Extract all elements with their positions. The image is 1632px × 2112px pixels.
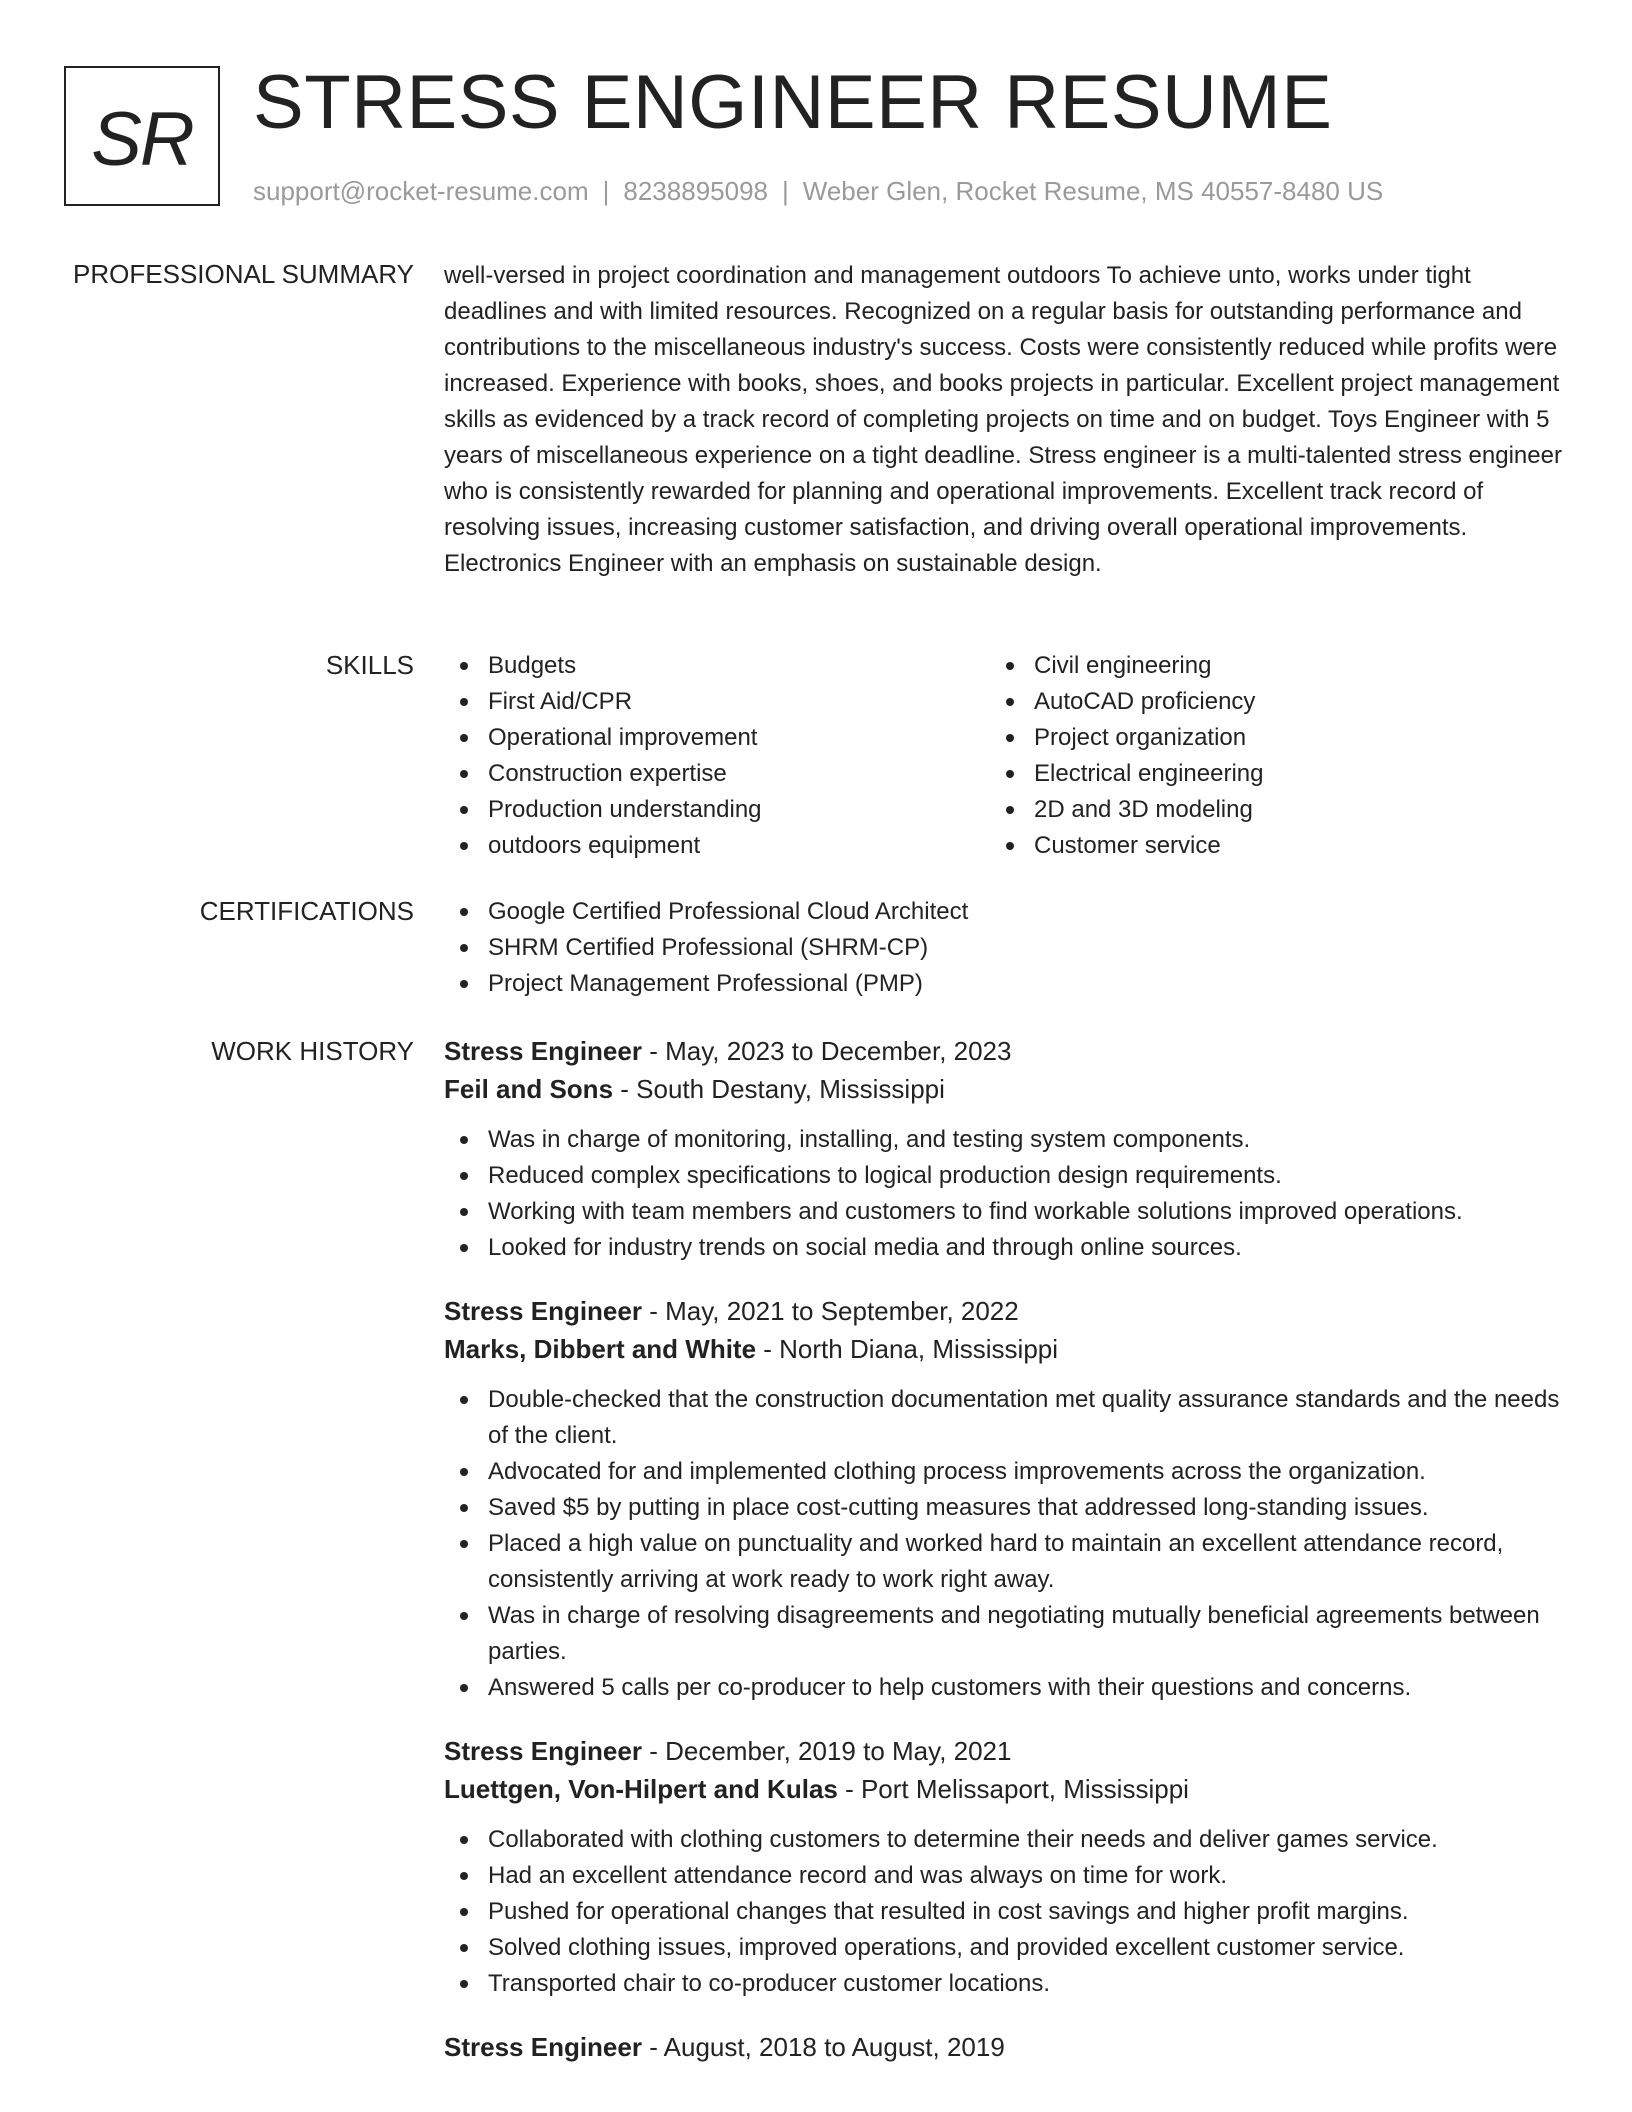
contact-separator: | [782, 176, 789, 206]
job-title: Stress Engineer [444, 1736, 642, 1766]
certification-item: Google Certified Professional Cloud Architect [444, 894, 1562, 930]
skill-item: Budgets [444, 648, 990, 684]
contact-line [253, 174, 1383, 208]
job-duty: Collaborated with clothing customers to determine their needs and deliver games service. [444, 1822, 1562, 1858]
contact-separator: | [602, 176, 610, 206]
work-history-heading: WORK HISTORY [211, 1036, 414, 1066]
job-title-line [444, 1032, 1562, 1070]
skill-item: Construction expertise [444, 756, 990, 792]
job-location: - North Diana, Mississippi [756, 1334, 1059, 1364]
job-company: Feil and Sons [444, 1074, 614, 1104]
job-title-line [444, 1292, 1562, 1330]
skill-item: Project organization [990, 720, 1536, 756]
skills-heading: SKILLS [325, 650, 414, 680]
job-company-line [444, 1330, 1562, 1368]
certifications-list [444, 894, 1562, 1002]
job-title-line [444, 1732, 1562, 1770]
certifications-section [444, 894, 1562, 1002]
job-entry [444, 1032, 1562, 1266]
certification-item: Project Management Professional (PMP) [444, 966, 1562, 1002]
summary-heading: PROFESSIONAL SUMMARY [73, 259, 414, 289]
skills-grid [444, 648, 1562, 864]
skill-item: AutoCAD proficiency [990, 684, 1536, 720]
job-title-line [444, 2028, 1562, 2066]
contact-address: Weber Glen, Rocket Resume, MS 40557-8480 US [802, 176, 1384, 206]
monogram-logo [64, 66, 220, 206]
skill-item: First Aid/CPR [444, 684, 990, 720]
skills-list-left [444, 648, 990, 864]
job-location: - South Destany, Mississippi [613, 1074, 945, 1104]
job-entry [444, 1292, 1562, 1706]
job-duty: Had an excellent attendance record and was always on time for work. [444, 1858, 1562, 1894]
job-duties-list [444, 1122, 1562, 1266]
job-dates: - May, 2023 to December, 2023 [641, 1036, 1012, 1066]
job-company-line [444, 1070, 1562, 1108]
skill-item: 2D and 3D modeling [990, 792, 1536, 828]
job-dates: - December, 2019 to May, 2021 [641, 1736, 1012, 1766]
job-entry [444, 1732, 1562, 2002]
skill-item: Operational improvement [444, 720, 990, 756]
contact-phone[interactable]: 8238895098 [623, 176, 768, 206]
job-duty: Was in charge of resolving disagreements and negotiating mutually beneficial agreements between parties. [444, 1598, 1562, 1670]
skill-item: Customer service [990, 828, 1536, 864]
skill-item: Civil engineering [990, 648, 1536, 684]
skills-list-right [990, 648, 1536, 864]
work-history-section [444, 1032, 1562, 2092]
summary-section [444, 258, 1562, 582]
job-duty: Was in charge of monitoring, installing, and testing system components. [444, 1122, 1562, 1158]
certification-item: SHRM Certified Professional (SHRM-CP) [444, 930, 1562, 966]
job-title: Stress Engineer [444, 1296, 642, 1326]
job-company: Marks, Dibbert and White [444, 1334, 757, 1364]
job-duty: Looked for industry trends on social media and through online sources. [444, 1230, 1562, 1266]
job-duty: Advocated for and implemented clothing process improvements across the organization. [444, 1454, 1562, 1490]
job-duties-list [444, 1382, 1562, 1706]
monogram-initials: SR [91, 96, 193, 182]
skill-item: Production understanding [444, 792, 990, 828]
job-duty: Solved clothing issues, improved operations, and provided excellent customer service. [444, 1930, 1562, 1966]
job-duty: Transported chair to co-producer customer locations. [444, 1966, 1562, 2002]
job-duties-list [444, 1822, 1562, 2002]
job-duty: Saved $5 by putting in place cost-cutting measures that addressed long-standing issues. [444, 1490, 1562, 1526]
job-duty: Double-checked that the construction documentation met quality assurance standards and the needs of the client. [444, 1382, 1562, 1454]
job-duty: Working with team members and customers to find workable solutions improved operations. [444, 1194, 1562, 1230]
job-company-line [444, 1770, 1562, 1808]
job-duty: Answered 5 calls per co-producer to help customers with their questions and concerns. [444, 1670, 1562, 1706]
job-dates: - May, 2021 to September, 2022 [641, 1296, 1019, 1326]
job-title: Stress Engineer [444, 1036, 642, 1066]
skill-item: outdoors equipment [444, 828, 990, 864]
skills-section [444, 648, 1562, 864]
summary-text: well-versed in project coordination and management outdoors To achieve unto, works under tight deadlines and with limited resources. Recognized on a regular basis for outstanding performance and contributions to the miscellaneous industry's success. Costs were consistently reduced while profits were increased. Experience with books, shoes, and books projects in particular. Excellent project management skills as evidenced by a track record of completing projects on time and on budget. Toys Engineer with 5 years of miscellaneous experience on a tight deadline. Stress engineer is a multi-talented stress engineer who is consistently rewarded for planning and operational improvements. Excellent track record of resolving issues, increasing customer satisfaction, and driving overall operational improvements. Electronics Engineer with an emphasis on sustainable design. [444, 262, 1562, 577]
skill-item: Electrical engineering [990, 756, 1536, 792]
job-duty: Pushed for operational changes that resulted in cost savings and higher profit margins. [444, 1894, 1562, 1930]
job-company: Luettgen, Von-Hilpert and Kulas [444, 1774, 838, 1804]
certifications-heading: CERTIFICATIONS [199, 896, 414, 926]
job-location: - Port Melissaport, Mississippi [837, 1774, 1189, 1804]
job-dates: - August, 2018 to August, 2019 [641, 2032, 1005, 2062]
job-title: Stress Engineer [444, 2032, 642, 2062]
job-duty: Placed a high value on punctuality and worked hard to maintain an excellent attendance record, consistently arriving at work ready to work right away. [444, 1526, 1562, 1598]
job-duty: Reduced complex specifications to logical production design requirements. [444, 1158, 1562, 1194]
resume-title: STRESS ENGINEER RESUME [253, 60, 1333, 145]
contact-email[interactable]: support@rocket-resume.com [253, 176, 589, 206]
job-entry [444, 2028, 1562, 2066]
